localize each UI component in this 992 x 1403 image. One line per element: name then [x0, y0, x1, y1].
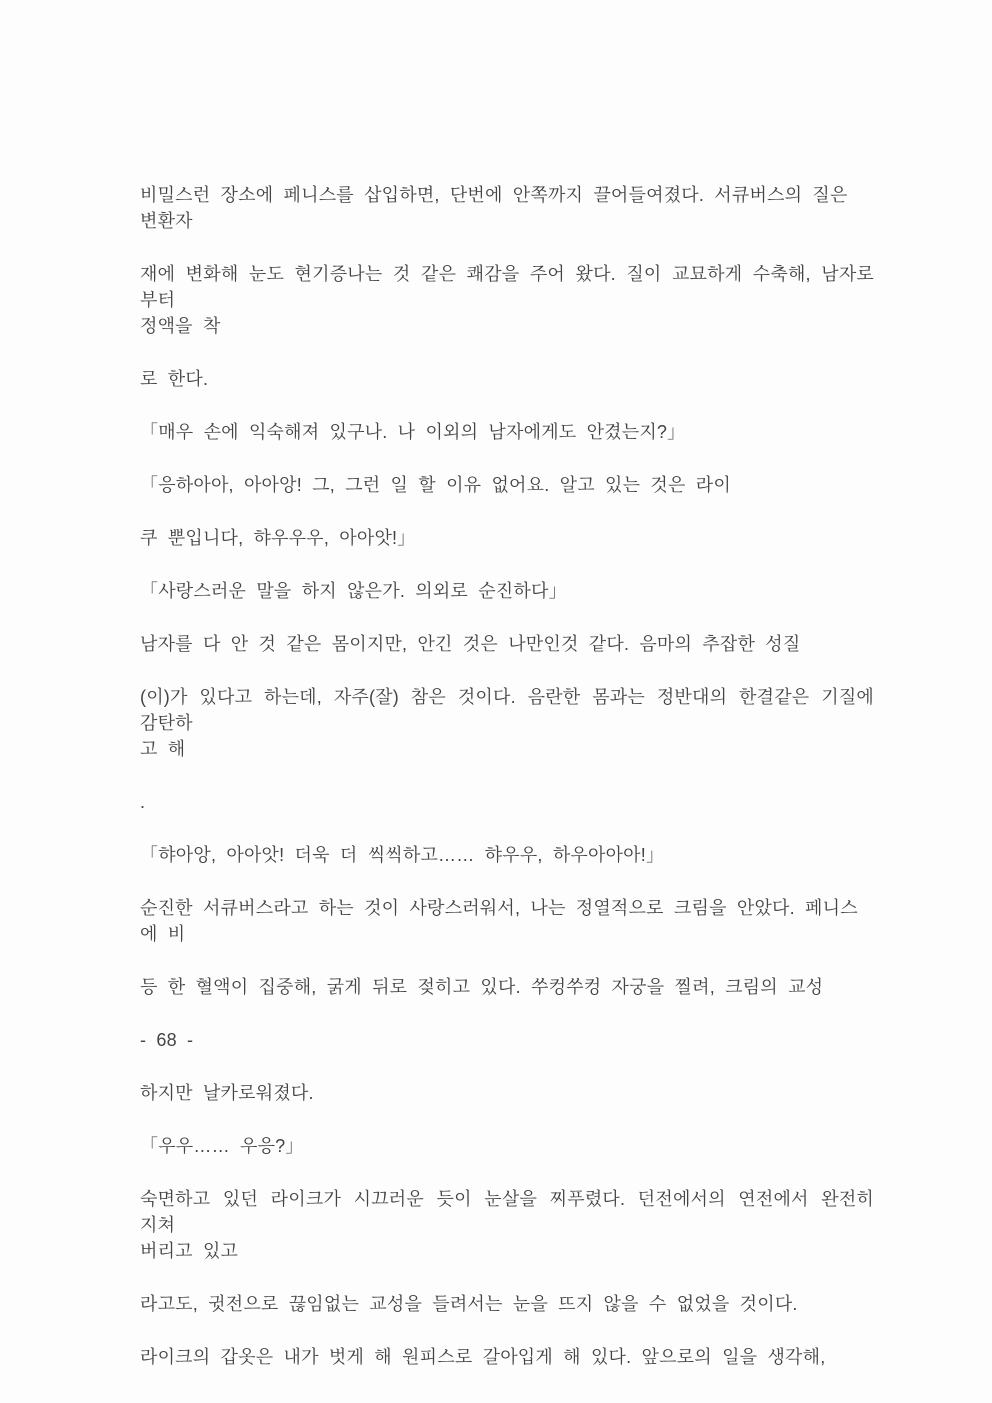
document-body — [140, 182, 874, 1370]
page-number — [140, 1027, 874, 1053]
paragraph-line: 남자를 다 안 것 같은 몸이지만, 안긴 것은 나만인것 같다. 음마의 추잡한 성질 — [140, 634, 801, 654]
paragraph — [140, 1133, 874, 1159]
paragraph-line: 하지만 날카로워졌다. — [140, 1083, 314, 1103]
paragraph — [140, 419, 874, 445]
paragraph — [140, 261, 874, 339]
paragraph — [140, 366, 874, 392]
paragraph-line: 「우우…… 우응?」 — [140, 1136, 304, 1156]
paragraph — [140, 789, 874, 815]
paragraph — [140, 1344, 874, 1370]
paragraph — [140, 578, 874, 604]
paragraph-line: 비밀스런 장소에 페니스를 삽입하면, 단번에 안쪽까지 끌어들여졌다. 서큐버스의 질은 변환자 — [140, 185, 848, 231]
paragraph — [140, 842, 874, 868]
paragraph-line: 「응하아아, 아아앙! 그, 그런 일 할 이유 없어요. 알고 있는 것은 라이 — [140, 475, 731, 495]
paragraph — [140, 1291, 874, 1317]
paragraph-line: (이)가 있다고 하는데, 자주(잘) 참은 것이다. 음란한 몸과는 정반대의 한결같은 기질에 감탄하 — [140, 687, 874, 733]
paragraph — [140, 631, 874, 657]
paragraph — [140, 182, 874, 234]
paragraph — [140, 1080, 874, 1106]
paragraph-line: 로 한다. — [140, 369, 209, 389]
paragraph — [140, 684, 874, 762]
paragraph-line: 「햐아앙, 아아앗! 더욱 더 씩씩하고…… 햐우우, 하우아아아!」 — [140, 845, 665, 865]
paragraph-line: 쿠 뿐입니다, 햐우우우, 아아앗!」 — [140, 528, 416, 548]
paragraph-line: 재에 변화해 눈도 현기증나는 것 같은 쾌감을 주어 왔다. 질이 교묘하게 수축해, 남자로부터 — [140, 264, 874, 310]
paragraph-line: 라이크의 갑옷은 내가 벗게 해 원피스로 갈아입게 해 있다. 앞으로의 일을 생각해, — [140, 1347, 826, 1367]
paragraph — [140, 1186, 874, 1264]
paragraph-line: 「사랑스러운 말을 하지 않은가. 의외로 순진하다」 — [140, 581, 567, 601]
paragraph — [140, 472, 874, 498]
paragraph — [140, 525, 874, 551]
paragraph-line: 「매우 손에 익숙해져 있구나. 나 이외의 남자에게도 안겼는지?」 — [140, 422, 686, 442]
paragraph-line: 숙면하고 있던 라이크가 시끄러운 듯이 눈살을 찌푸렸다. 던전에서의 연전에서 완전히 지쳐 — [140, 1189, 874, 1235]
paragraph-line: . — [140, 792, 146, 812]
paragraph-line: 순진한 서큐버스라고 하는 것이 사랑스러워서, 나는 정열적으로 크림을 안았다. 페니스에 비 — [140, 898, 858, 944]
paragraph — [140, 974, 874, 1000]
paragraph-line: 정액을 착 — [140, 316, 221, 336]
paragraph-line: 버리고 있고 — [140, 1241, 239, 1261]
paragraph-line: 등 한 혈액이 집중해, 굵게 뒤로 젖히고 있다. 쑤컹쑤컹 자궁을 찔려, 크림의 교성 — [140, 977, 824, 997]
page-number-text: - 68 - — [140, 1030, 194, 1050]
paragraph-line: 라고도, 귓전으로 끊임없는 교성을 들려서는 눈을 뜨지 않을 수 없었을 것이다. — [140, 1294, 798, 1314]
paragraph-line: 고 해 — [140, 739, 186, 759]
paragraph — [140, 895, 874, 947]
